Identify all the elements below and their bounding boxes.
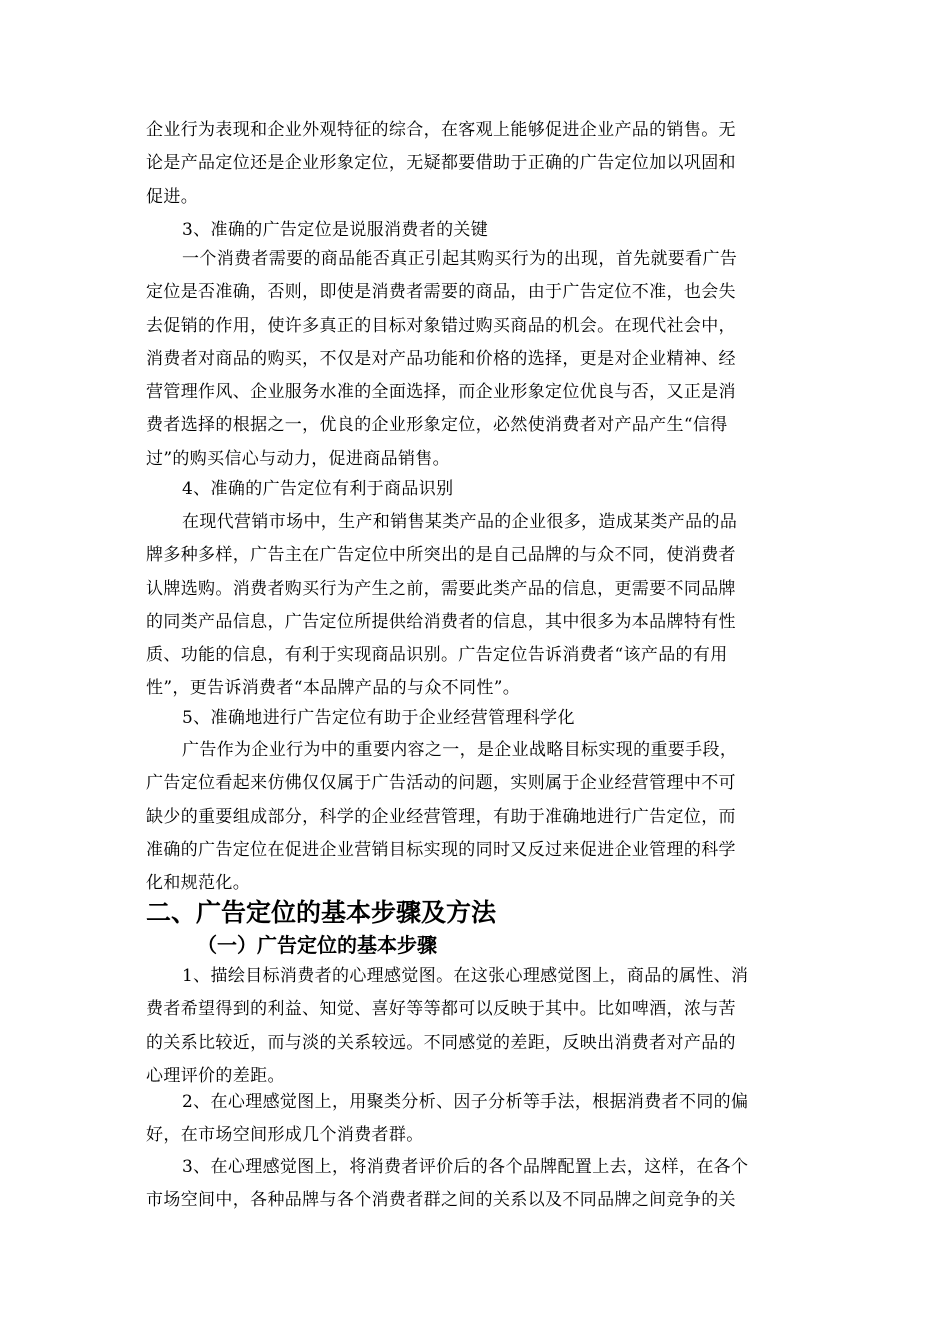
section-heading: 二、广告定位的基本步骤及方法 [146, 898, 497, 927]
point-heading-5 [182, 702, 843, 735]
text-line: 好，在市场空间形成几个消费者群。 [146, 1125, 424, 1146]
text-line: 3、在心理感觉图上，将消费者评价后的各个品牌配置上去，这样，在各个 [182, 1157, 749, 1177]
text-line: 缺少的重要组成部分，科学的企业经营管理，有助于准确地进行广告定位，而 [146, 806, 736, 827]
paragraph-brand-image [146, 114, 807, 214]
text-line: 在现代营销市场中，生产和销售某类产品的企业很多，造成某类产品的品 [182, 512, 738, 532]
text-line: 3、准确的广告定位是说服消费者的关键 [182, 220, 489, 240]
text-line: 5、准确地进行广告定位有助于企业经营管理科学化 [182, 708, 575, 728]
text-line: 牌多种多样，广告主在广告定位中所突出的是自己品牌的与众不同，使消费者 [146, 545, 736, 566]
subsection-heading: （一）广告定位的基本步骤 [197, 933, 437, 957]
paragraph-step-3 [146, 1151, 807, 1218]
paragraph-persuasion [146, 243, 807, 476]
text-line: 论是产品定位还是企业形象定位，无疑都要借助于正确的广告定位加以巩固和 [146, 153, 736, 174]
text-line: 费者选择的根据之一，优良的企业形象定位，必然使消费者对产品产生“信得 [146, 415, 728, 436]
text-line: 广告定位看起来仿佛仅仅属于广告活动的问题，实则属于企业经营管理中不可 [146, 773, 736, 794]
text-line: 去促销的作用，使许多真正的目标对象错过购买商品的机会。在现代社会中， [146, 315, 736, 336]
text-line: 促进。 [146, 186, 199, 207]
text-line: 的关系比较近，而与淡的关系较远。不同感觉的差距，反映出消费者对产品的 [146, 1032, 736, 1053]
text-line: 性”，更告诉消费者“本品牌产品的与众不同性”。 [146, 678, 521, 699]
text-line: 一个消费者需要的商品能否真正引起其购买行为的出现，首先就要看广告 [182, 249, 738, 269]
text-line: 消费者对商品的购买，不仅是对产品功能和价格的选择，更是对企业精神、经 [146, 348, 736, 369]
text-line: 定位是否准确，否则，即使是消费者需要的商品，由于广告定位不准，也会失 [146, 282, 736, 303]
text-line: 营管理作风、企业服务水准的全面选择，而企业形象定位优良与否，又正是消 [146, 382, 736, 403]
paragraph-step-1 [146, 960, 807, 1093]
paragraph-step-2 [146, 1086, 807, 1153]
text-line: 费者希望得到的利益、知觉、喜好等等都可以反映于其中。比如啤酒，浓与苦 [146, 999, 736, 1020]
text-line: 准确的广告定位在促进企业营销目标实现的同时又反过来促进企业管理的科学 [146, 839, 736, 860]
text-line: 的同类产品信息，广告定位所提供给消费者的信息，其中很多为本品牌特有性 [146, 611, 736, 632]
point-heading-4 [182, 473, 843, 506]
text-line: 认牌选购。消费者购买行为产生之前，需要此类产品的信息，更需要不同品牌 [146, 578, 736, 599]
text-line: 1、描绘目标消费者的心理感觉图。在这张心理感觉图上，商品的属性、消 [182, 966, 749, 986]
text-line: 过”的购买信心与动力，促进商品销售。 [146, 448, 450, 469]
paragraph-management [146, 734, 807, 900]
text-line: 化和规范化。 [146, 873, 251, 894]
text-line: 心理评价的差距。 [146, 1065, 285, 1086]
paragraph-identification [146, 506, 807, 706]
text-line: 企业行为表现和企业外观特征的综合，在客观上能够促进企业产品的销售。无 [146, 120, 736, 140]
text-line: 广告作为企业行为中的重要内容之一，是企业战略目标实现的重要手段， [182, 740, 738, 760]
text-line: 市场空间中，各种品牌与各个消费者群之间的关系以及不同品牌之间竞争的关 [146, 1190, 736, 1211]
text-line: 2、在心理感觉图上，用聚类分析、因子分析等手法，根据消费者不同的偏 [182, 1092, 749, 1112]
text-line: 质、功能的信息，有利于实现商品识别。广告定位告诉消费者“该产品的有用 [146, 645, 728, 666]
text-line: 4、准确的广告定位有利于商品识别 [182, 479, 454, 499]
